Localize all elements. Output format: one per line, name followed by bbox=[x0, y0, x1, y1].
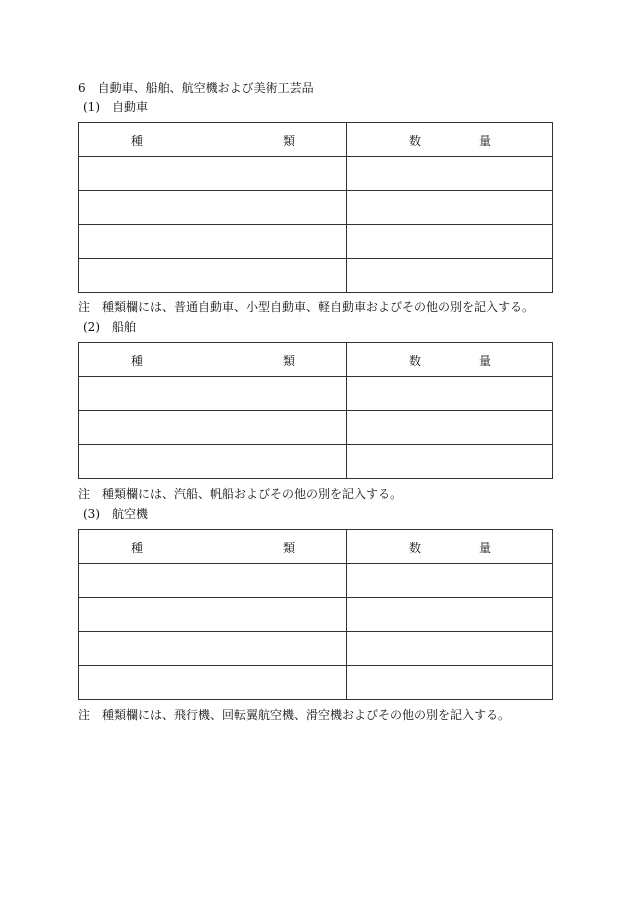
quantity-cell[interactable] bbox=[347, 666, 553, 700]
quantity-cell[interactable] bbox=[347, 377, 553, 411]
table-row bbox=[79, 632, 553, 666]
ship-table bbox=[78, 342, 553, 479]
quantity-column-header bbox=[347, 343, 553, 377]
subsection-title-aircraft: (3) 航空機 bbox=[83, 507, 148, 521]
quantity-cell[interactable] bbox=[347, 564, 553, 598]
table-row bbox=[79, 445, 553, 479]
kind-cell[interactable] bbox=[79, 225, 347, 259]
kind-cell[interactable] bbox=[79, 259, 347, 293]
automobile-note: 注 種類欄には、普通自動車、小型自動車、軽自動車およびその他の別を記入する。 bbox=[78, 300, 535, 314]
quantity-header-char-2: 量 bbox=[479, 354, 492, 368]
quantity-cell[interactable] bbox=[347, 445, 553, 479]
kind-cell[interactable] bbox=[79, 411, 347, 445]
aircraft-table bbox=[78, 529, 553, 700]
aircraft-note: 注 種類欄には、飛行機、回転翼航空機、滑空機およびその他の別を記入する。 bbox=[78, 708, 511, 722]
kind-cell[interactable] bbox=[79, 445, 347, 479]
quantity-cell[interactable] bbox=[347, 259, 553, 293]
quantity-header-char-1: 数 bbox=[409, 134, 422, 148]
quantity-header-char-1: 数 bbox=[409, 354, 422, 368]
subsection-title-ship: (2) 船舶 bbox=[83, 320, 136, 334]
quantity-cell[interactable] bbox=[347, 632, 553, 666]
section-heading: 6 自動車、船舶、航空機および美術工芸品 bbox=[78, 81, 314, 95]
table-row bbox=[79, 191, 553, 225]
kind-header-char-1: 種 bbox=[131, 354, 144, 368]
table-row bbox=[79, 411, 553, 445]
kind-cell[interactable] bbox=[79, 157, 347, 191]
quantity-cell[interactable] bbox=[347, 598, 553, 632]
automobile-table bbox=[78, 122, 553, 293]
table-row bbox=[79, 377, 553, 411]
table-row bbox=[79, 564, 553, 598]
kind-cell[interactable] bbox=[79, 377, 347, 411]
quantity-column-header bbox=[347, 123, 553, 157]
quantity-cell[interactable] bbox=[347, 191, 553, 225]
kind-header-char-2: 類 bbox=[283, 541, 296, 555]
quantity-column-header bbox=[347, 530, 553, 564]
kind-column-header bbox=[79, 343, 347, 377]
quantity-cell[interactable] bbox=[347, 157, 553, 191]
quantity-header-char-2: 量 bbox=[479, 134, 492, 148]
table-header-row bbox=[79, 530, 553, 564]
ship-note: 注 種類欄には、汽船、帆船およびその他の別を記入する。 bbox=[78, 487, 403, 501]
table-header-row bbox=[79, 343, 553, 377]
quantity-header-char-1: 数 bbox=[409, 541, 422, 555]
kind-header-char-2: 類 bbox=[283, 134, 296, 148]
kind-cell[interactable] bbox=[79, 564, 347, 598]
quantity-cell[interactable] bbox=[347, 411, 553, 445]
kind-cell[interactable] bbox=[79, 191, 347, 225]
kind-cell[interactable] bbox=[79, 598, 347, 632]
kind-header-char-1: 種 bbox=[131, 541, 144, 555]
kind-header-char-2: 類 bbox=[283, 354, 296, 368]
subsection-title-automobile: (1) 自動車 bbox=[83, 100, 148, 114]
table-row bbox=[79, 225, 553, 259]
table-row bbox=[79, 598, 553, 632]
quantity-header-char-2: 量 bbox=[479, 541, 492, 555]
table-row bbox=[79, 259, 553, 293]
kind-column-header bbox=[79, 123, 347, 157]
kind-column-header bbox=[79, 530, 347, 564]
table-row bbox=[79, 157, 553, 191]
table-row bbox=[79, 666, 553, 700]
kind-header-char-1: 種 bbox=[131, 134, 144, 148]
quantity-cell[interactable] bbox=[347, 225, 553, 259]
table-header-row bbox=[79, 123, 553, 157]
kind-cell[interactable] bbox=[79, 632, 347, 666]
kind-cell[interactable] bbox=[79, 666, 347, 700]
